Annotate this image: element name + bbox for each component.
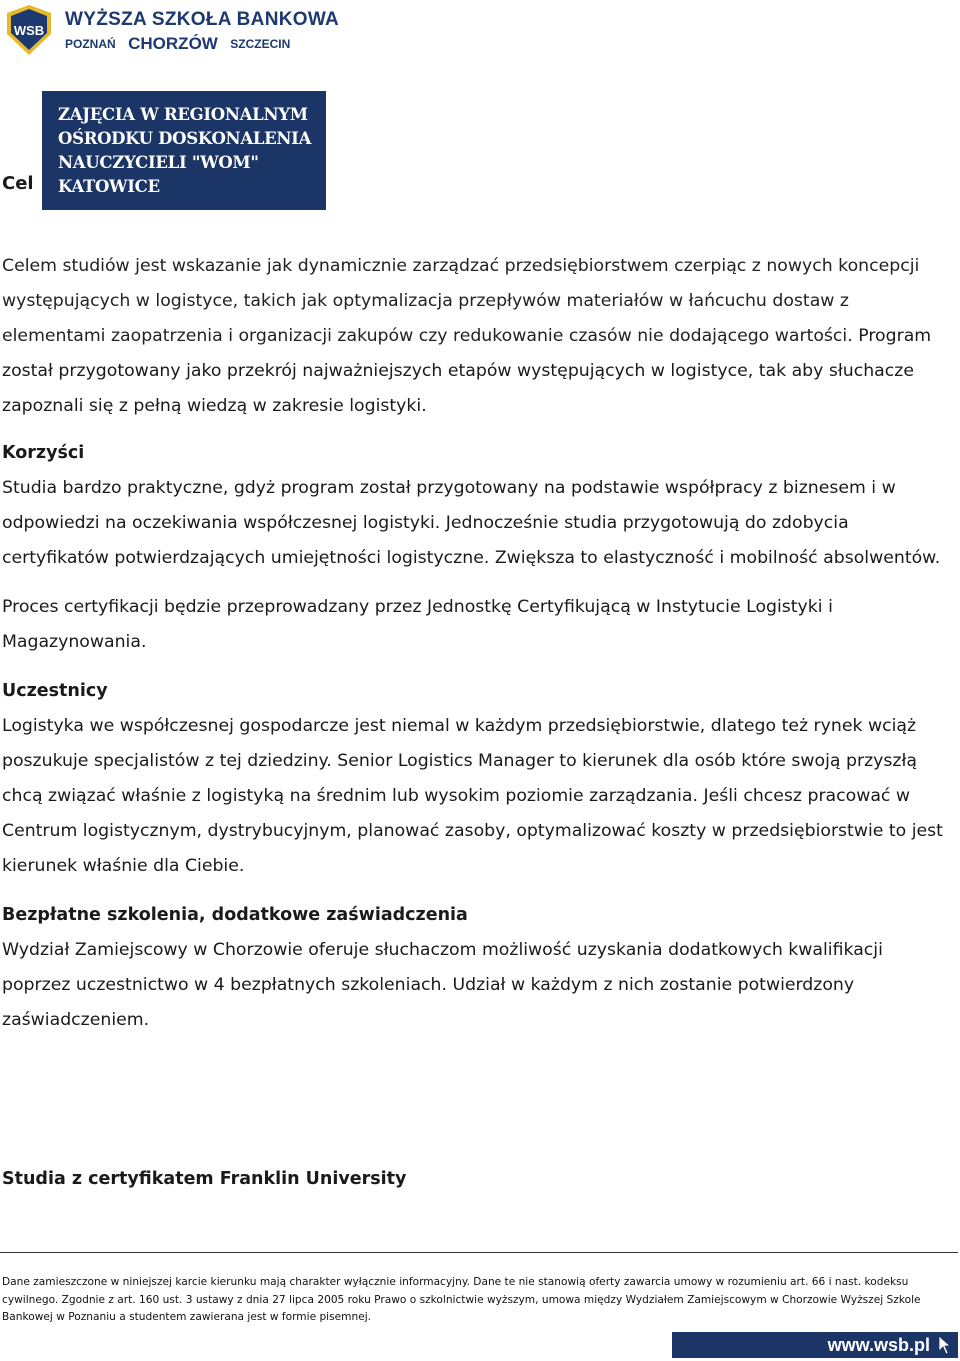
cel-paragraph-part-b: Program został przygotowany jako przekrój najważniejszych etapów występujących w logistyce, tak aby słuchacze zapoznali się z pełną wiedzą w zakresie logistyki. [2, 326, 932, 416]
logo-city-poznan: POZNAŃ [65, 37, 116, 51]
section-title-korzysci: Korzyści [2, 443, 85, 463]
cel-paragraph-part-a: Celem studiów jest wskazanie jak dynamicznie zarządzać przedsiębiorstwem czerpiąc z nowych koncepcji występujących w logistyce, takich jak optymalizacja przepływów materiałów w łańcuchu dostaw z elementami zaopatrzenia i organizacji zakupów czy redukowanie czasów nie dodającego wartości. [2, 256, 920, 346]
banner-line: OŚRODKU DOSKONALENIA [58, 129, 312, 148]
korzysci-paragraph-1: Studia bardzo praktyczne, gdyż program został przygotowany na podstawie współpracy z biznesem i w odpowiedzi na oczekiwania współczesnej logistyki. Jednocześnie studia przygotowują do zdobycia certyfikatów potwierdzających umiejętności logistyczne. Zwiększa to elastyczność i mobilność absolwentów. [2, 478, 941, 568]
cel-paragraph [2, 249, 954, 424]
footer-disclaimer: Dane zamieszczone w niniejszej karcie kierunku mają charakter wyłącznie informacyjny. Dane te nie stanowią oferty zawarcia umowy w rozumieniu art. 66 i nast. kodeksu cywilnego. Zgodnie z art. 160 ust. 3 ustawy z dnia 27 lipca 2005 roku Prawo o szkolnictwie wyższym, umowa między Wydziałem Zamiejscowym w Chorzowie Wyższej Szkole Bankowej w Poznaniu a studentem zawierana jest w formie pisemnej. [2, 1276, 921, 1323]
logo-abbr: WSB [13, 23, 45, 38]
cursor-icon [938, 1335, 952, 1355]
logo-title: WYŻSZA SZKOŁA BANKOWA [65, 9, 340, 30]
footer-divider [0, 1252, 958, 1253]
wom-katowice-banner [42, 91, 326, 210]
logo-cities [65, 34, 290, 54]
footer-site-badge[interactable] [672, 1332, 958, 1358]
wsb-shield-icon [5, 4, 53, 56]
banner-line: NAUCZYCIELI "WOM" [58, 153, 259, 172]
logo-city-chorzow: CHORZÓW [128, 34, 218, 53]
section-title-cel: Cel [2, 173, 34, 194]
uczestnicy-paragraph: Logistyka we współczesnej gospodarcze jest niemal w każdym przedsiębiorstwie, dlatego też rynek wciąż poszukuje specjalistów z tej dziedziny. Senior Logistics Manager to kierunek dla osób które swoją przyszłą chcą związać właśnie z logistyką na średnim lub wysokim poziomie zarządzania. Jeśli chcesz pracować w Centrum logistycznym, dystrybucyjnym, planować zasoby, optymalizować koszty w przedsiębiorstwie to jest kierunek właśnie dla Ciebie. [2, 716, 943, 876]
szkolenia-paragraph: Wydział Zamiejscowy w Chorzowie oferuje słuchaczom możliwość uzyskania dodatkowych kwalifikacji poprzez uczestnictwo w 4 bezpłatnych szkoleniach. Udział w każdym z nich zostanie potwierdzony zaświadczeniem. [2, 940, 883, 1030]
logo-city-szczecin: SZCZECIN [230, 37, 291, 51]
korzysci-paragraph-2: Proces certyfikacji będzie przeprowadzany przez Jednostkę Certyfikującą w Instytucie Logistyki i Magazynowania. [2, 597, 833, 652]
section-title-franklin: Studia z certyfikatem Franklin University [2, 1169, 407, 1189]
wsb-logo [5, 4, 345, 56]
main-content [2, 249, 954, 1038]
footer-site-link[interactable]: www.wsb.pl [827, 1335, 930, 1355]
section-title-uczestnicy: Uczestnicy [2, 681, 108, 701]
section-title-szkolenia: Bezpłatne szkolenia, dodatkowe zaświadczenia [2, 905, 468, 925]
banner-line: KATOWICE [58, 177, 160, 196]
banner-line: ZAJĘCIA W REGIONALNYM [58, 105, 308, 124]
